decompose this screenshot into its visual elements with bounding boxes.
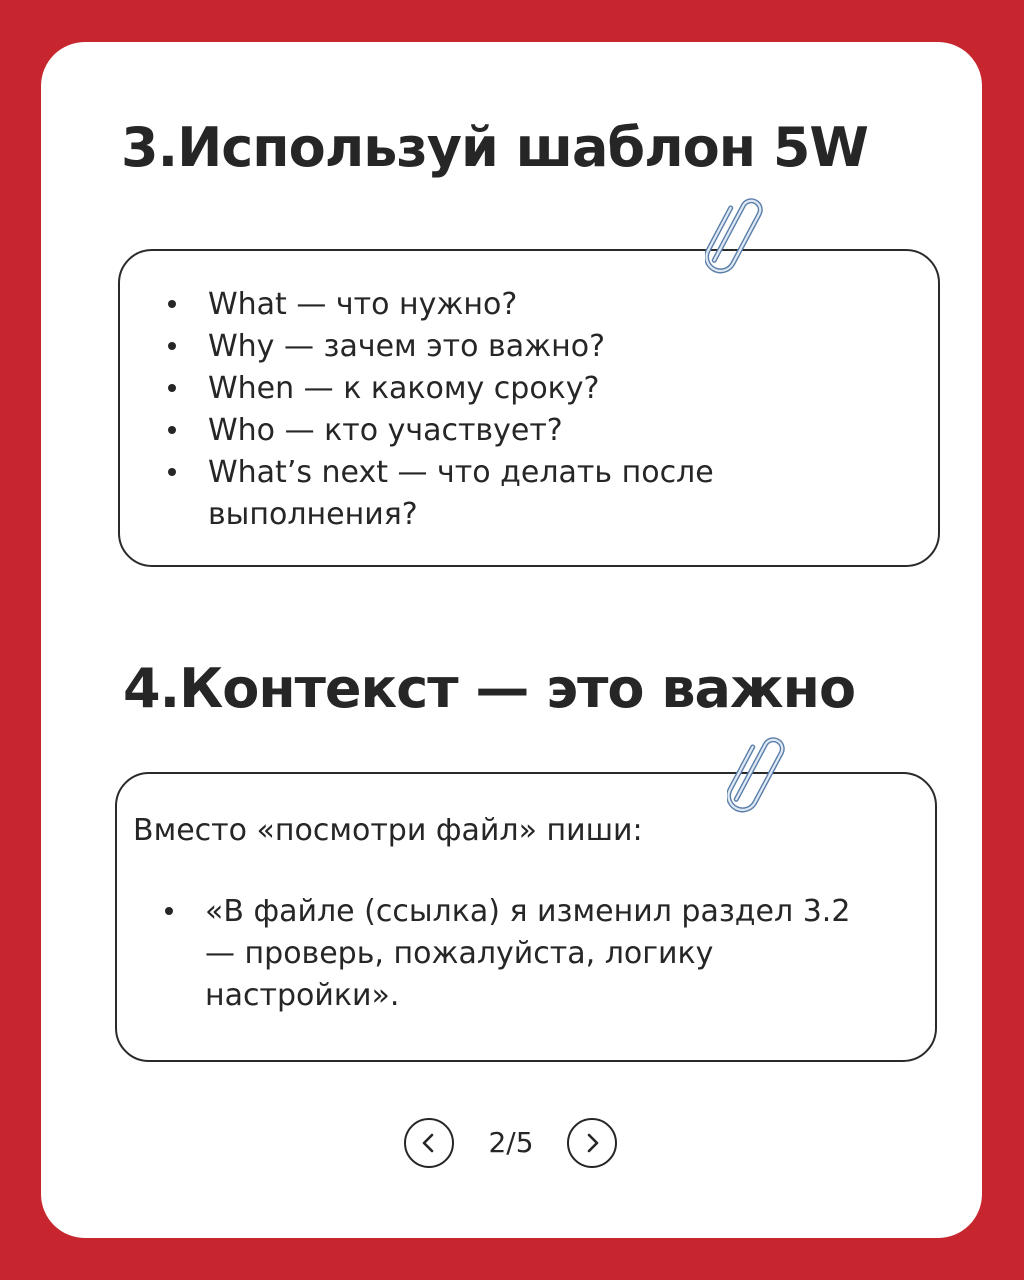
- paperclip-icon: [705, 189, 765, 279]
- chevron-left-icon: [406, 1120, 452, 1166]
- list-item: What’s next — что делать после выполнения?: [120, 452, 820, 536]
- bullet-icon: [168, 426, 176, 434]
- bullet-icon: [165, 907, 173, 915]
- page-indicator: 2/5: [488, 1126, 534, 1159]
- context-example-box: [115, 772, 937, 1062]
- list-item: When — к какому сроку?: [120, 368, 820, 410]
- context-intro: Вместо «посмотри файл» пиши:: [133, 813, 643, 848]
- 5w-list: [120, 284, 820, 536]
- bullet-icon: [168, 468, 176, 476]
- context-list: [117, 891, 857, 1017]
- list-item: What — что нужно?: [120, 284, 820, 326]
- slide-card: [41, 42, 982, 1238]
- bullet-icon: [168, 384, 176, 392]
- paperclip-icon: [727, 728, 787, 818]
- 5w-template-box: [118, 249, 940, 567]
- pagination: [41, 1118, 982, 1172]
- section-title-context: 4.Контекст — это важно: [123, 657, 856, 720]
- previous-page-button[interactable]: [404, 1118, 454, 1168]
- list-item: Why — зачем это важно?: [120, 326, 820, 368]
- section-title-5w: 3.Используй шаблон 5W: [121, 116, 868, 179]
- chevron-right-icon: [569, 1120, 615, 1166]
- bullet-icon: [168, 300, 176, 308]
- bullet-icon: [168, 342, 176, 350]
- list-item: Who — кто участвует?: [120, 410, 820, 452]
- list-item: «В файле (ссылка) я изменил раздел 3.2 — проверь, пожалуйста, логику настройки».: [117, 891, 857, 1017]
- next-page-button[interactable]: [567, 1118, 617, 1168]
